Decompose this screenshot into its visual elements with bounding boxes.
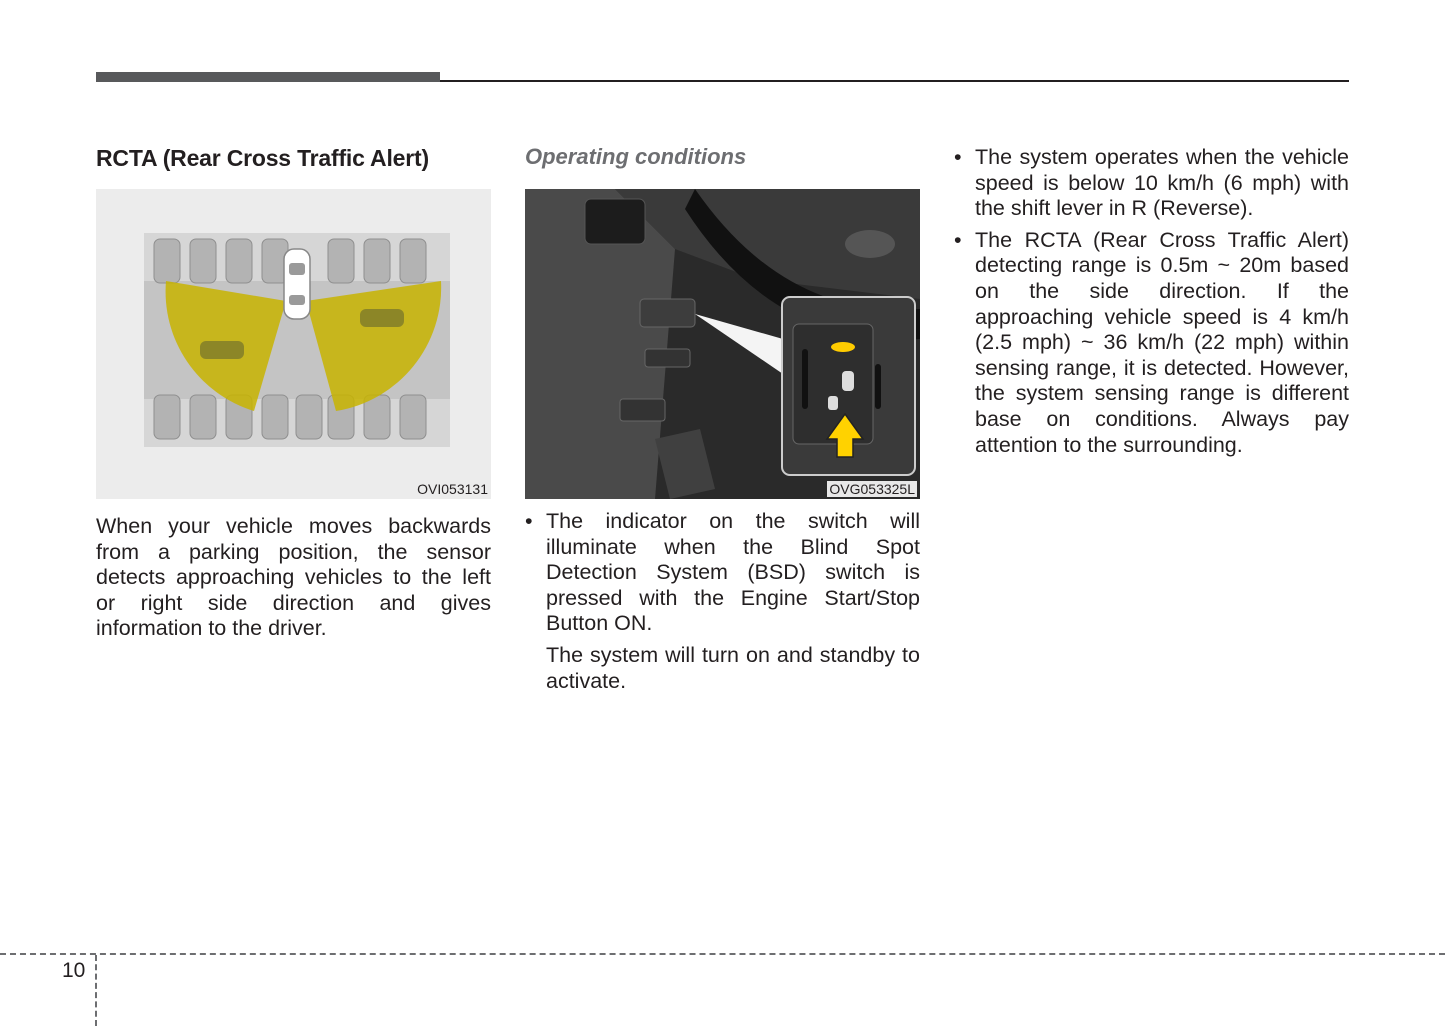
intro-paragraph: When your vehicle moves backwards from a parking position, the sensor detects approaching vehicles to the left or right side direction and gives information to the driver. bbox=[96, 514, 491, 641]
bullet-text: The system operates when the vehicle speed is below 10 km/h (6 mph) with the shift lever in R (Reverse). bbox=[975, 145, 1349, 221]
list-item bbox=[954, 145, 1349, 222]
bsd-switch-photo bbox=[525, 189, 920, 499]
bullet-text: The indicator on the switch will illuminate when the Blind Spot Detection System (BSD) switch is pressed with the Engine Start/Stop Button ON. bbox=[546, 509, 920, 636]
bullet-text: The RCTA (Rear Cross Traffic Alert) detecting range is 0.5m ~ 20m based on the side direction. If the approaching vehicle speed is 4 km/h (2.5 mph) ~ 36 km/h (22 mph) within sensing range, it is detected. However, the system sensing range is different base on conditions. Always pay attention to the surrounding. bbox=[975, 227, 1349, 457]
column-1 bbox=[96, 140, 491, 176]
list-item bbox=[954, 228, 1349, 458]
page-number: 10 bbox=[62, 959, 86, 982]
dashboard-illustration bbox=[525, 189, 920, 499]
column-3-bullet-list bbox=[954, 145, 1349, 464]
header-rule-thin bbox=[440, 80, 1349, 82]
column-2-bullet-list bbox=[525, 509, 920, 643]
list-item bbox=[525, 509, 920, 637]
section-heading: RCTA (Rear Cross Traffic Alert) bbox=[96, 145, 429, 171]
footer-divider bbox=[0, 953, 1445, 955]
footer-margin-line bbox=[95, 955, 97, 1026]
operating-conditions-heading: Operating conditions bbox=[525, 144, 747, 169]
parking-lot-illustration bbox=[96, 189, 491, 499]
parking-lot-diagram bbox=[96, 189, 491, 499]
figure-1-code: OVI053131 bbox=[417, 481, 488, 497]
column-2 bbox=[525, 140, 920, 174]
figure-2-code: OVG053325L bbox=[829, 481, 915, 497]
header-rule-thick bbox=[96, 72, 440, 82]
bullet-subparagraph: The system will turn on and standby to activate. bbox=[546, 643, 920, 693]
